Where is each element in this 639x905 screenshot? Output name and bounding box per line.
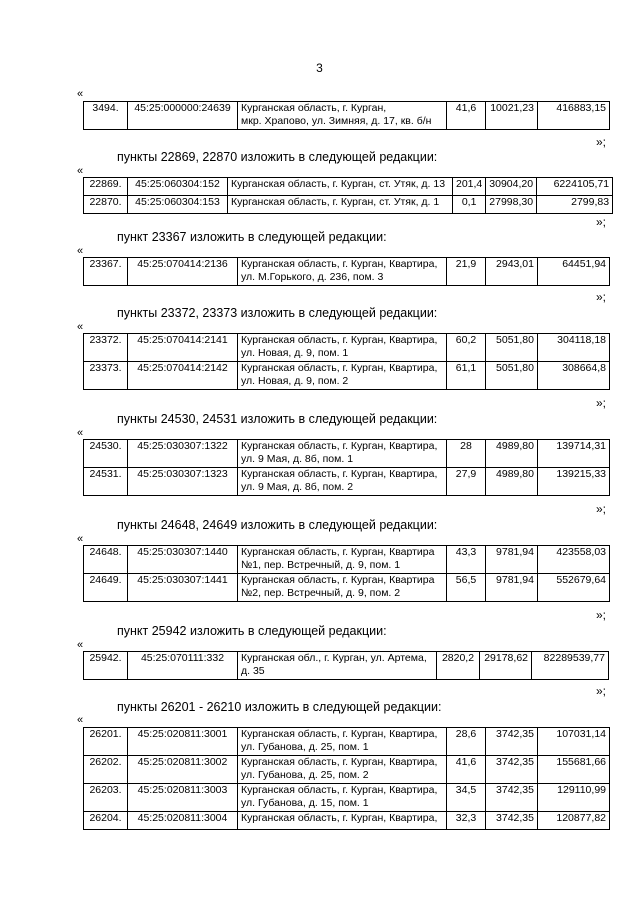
address-line-2: мкр. Храпово, ул. Зимняя, д. 17, кв. б/н [241, 114, 432, 127]
item-number-cell: 26204. [84, 812, 128, 830]
rate-cell: 5051,80 [486, 362, 538, 390]
table-row [84, 784, 610, 812]
item-number-cell: 3494. [84, 102, 128, 130]
rate-cell: 9781,94 [486, 574, 538, 602]
address-line-2: ул. Губанова, д. 25, пом. 1 [241, 740, 369, 753]
address-cell [238, 468, 447, 496]
address-cell [238, 258, 447, 286]
address-cell [238, 728, 447, 756]
item-number-cell: 24648. [84, 546, 128, 574]
item-number-cell: 22870. [84, 196, 128, 214]
cadastral-value-cell: 139215,33 [538, 468, 610, 496]
property-table [83, 257, 610, 286]
address-cell [238, 362, 447, 390]
cadastral-value-cell: 6224105,71 [537, 178, 613, 196]
address-line-1: Курганская область, г. Курган, Квартира, [241, 440, 438, 452]
rate-cell: 3742,35 [486, 784, 538, 812]
cadastral-number-cell: 45:25:020811:3004 [128, 812, 238, 830]
item-number-cell: 24531. [84, 468, 128, 496]
table-row [84, 258, 610, 286]
open-quote: « [77, 714, 84, 726]
property-table [83, 651, 609, 680]
address-cell [238, 574, 447, 602]
address-line-1: Курганская область, г. Курган, Квартира, [241, 784, 438, 796]
cadastral-value-cell: 129110,99 [538, 784, 610, 812]
rate-cell: 27998,30 [486, 196, 537, 214]
cadastral-value-cell: 139714,31 [538, 440, 610, 468]
close-quote: »; [596, 396, 607, 410]
rate-cell: 3742,35 [486, 728, 538, 756]
cadastral-number-cell: 45:25:070414:2142 [128, 362, 238, 390]
rate-cell: 29178,62 [480, 652, 532, 680]
cadastral-number-cell: 45:25:030307:1441 [128, 574, 238, 602]
address-line-1: Курганская обл., г. Курган, ул. Артема, [241, 652, 427, 664]
address-cell [228, 196, 453, 214]
area-cell: 27,9 [447, 468, 486, 496]
address-line-1: Курганская область, г. Курган, Квартира, [241, 756, 438, 768]
rate-cell: 4989,80 [486, 440, 538, 468]
address-line-2: ул. 9 Мая, д. 8б, пом. 2 [241, 480, 354, 493]
address-cell [238, 546, 447, 574]
table-row [84, 362, 610, 390]
table-row [84, 546, 610, 574]
cadastral-value-cell: 120877,82 [538, 812, 610, 830]
address-cell [238, 334, 447, 362]
cadastral-number-cell: 45:25:020811:3003 [128, 784, 238, 812]
cadastral-value-cell: 82289539,77 [532, 652, 609, 680]
rate-cell: 9781,94 [486, 546, 538, 574]
address-line-1: Курганская область, г. Курган, ст. Утяк, д. 1 [231, 196, 440, 208]
table-row [84, 756, 610, 784]
address-line-2: ул. Губанова, д. 15, пом. 1 [241, 796, 369, 809]
address-cell [238, 756, 447, 784]
address-line-1: Курганская область, г. Курган, Квартира, [241, 728, 438, 740]
cadastral-number-cell: 45:25:060304:152 [128, 178, 228, 196]
cadastral-value-cell: 423558,03 [538, 546, 610, 574]
address-line-2: ул. Новая, д. 9, пом. 2 [241, 374, 349, 387]
rate-cell: 4989,80 [486, 468, 538, 496]
table-row [84, 440, 610, 468]
table-row [84, 574, 610, 602]
address-cell [238, 652, 437, 680]
table-row [84, 468, 610, 496]
item-number-cell: 26201. [84, 728, 128, 756]
table-row [84, 102, 610, 130]
table-row [84, 652, 609, 680]
address-line-2: ул. Новая, д. 9, пом. 1 [241, 346, 349, 359]
address-line-1: Курганская область, г. Курган, Квартира, [241, 468, 438, 480]
cadastral-number-cell: 45:25:070111:332 [128, 652, 238, 680]
table-row [84, 334, 610, 362]
address-line-1: Курганская область, г. Курган, Квартира [241, 546, 435, 558]
close-quote: »; [596, 135, 607, 149]
item-number-cell: 26203. [84, 784, 128, 812]
address-line-2: №1, пер. Встречный, д. 9, пом. 1 [241, 558, 401, 571]
table-row [84, 178, 613, 196]
area-cell: 61,1 [447, 362, 486, 390]
property-table [83, 101, 610, 130]
area-cell: 21,9 [447, 258, 486, 286]
property-table [83, 177, 613, 214]
address-line-1: Курганская область, г. Курган, Квартира, [241, 258, 438, 270]
cadastral-number-cell: 45:25:030307:1323 [128, 468, 238, 496]
property-table [83, 333, 610, 390]
address-line-2: ул. 9 Мая, д. 8б, пом. 1 [241, 452, 354, 465]
cadastral-number-cell: 45:25:070414:2141 [128, 334, 238, 362]
open-quote: « [77, 245, 84, 257]
cadastral-number-cell: 45:25:020811:3001 [128, 728, 238, 756]
area-cell: 32,3 [447, 812, 486, 830]
address-line-1: Курганская область, г. Курган, Квартира, [241, 334, 438, 346]
area-cell: 60,2 [447, 334, 486, 362]
cadastral-value-cell: 64451,94 [538, 258, 610, 286]
cadastral-value-cell: 304118,18 [538, 334, 610, 362]
rate-cell: 5051,80 [486, 334, 538, 362]
cadastral-number-cell: 45:25:030307:1322 [128, 440, 238, 468]
cadastral-value-cell: 107031,14 [538, 728, 610, 756]
address-line-2: №2, пер. Встречный, д. 9, пом. 2 [241, 586, 401, 599]
table-row [84, 196, 613, 214]
area-cell: 28,6 [447, 728, 486, 756]
cadastral-number-cell: 45:25:060304:153 [128, 196, 228, 214]
amendment-heading: пункты 22869, 22870 изложить в следующей редакции: [117, 150, 438, 164]
address-cell [238, 812, 447, 830]
close-quote: »; [596, 608, 607, 622]
item-number-cell: 23372. [84, 334, 128, 362]
address-line-1: Курганская область, г. Курган, Квартира [241, 574, 435, 586]
area-cell: 28 [447, 440, 486, 468]
table-row [84, 728, 610, 756]
page-number: 3 [316, 61, 323, 75]
cadastral-value-cell: 552679,64 [538, 574, 610, 602]
rate-cell: 10021,23 [486, 102, 538, 130]
address-line-2: ул. Губанова, д. 25, пом. 2 [241, 768, 369, 781]
property-table [83, 439, 610, 496]
address-cell [238, 784, 447, 812]
area-cell: 0,1 [453, 196, 486, 214]
area-cell: 41,6 [447, 102, 486, 130]
address-line-1: Курганская область, г. Курган, [241, 102, 387, 114]
property-table [83, 727, 610, 830]
close-quote: »; [596, 502, 607, 516]
property-table [83, 545, 610, 602]
amendment-heading: пункты 24530, 24531 изложить в следующей редакции: [117, 412, 438, 426]
item-number-cell: 22869. [84, 178, 128, 196]
cadastral-number-cell: 45:25:000000:24639 [128, 102, 238, 130]
table-row [84, 812, 610, 830]
open-quote: « [77, 165, 84, 177]
cadastral-value-cell: 308664,8 [538, 362, 610, 390]
area-cell: 34,5 [447, 784, 486, 812]
rate-cell: 3742,35 [486, 812, 538, 830]
area-cell: 41,6 [447, 756, 486, 784]
address-cell [228, 178, 453, 196]
cadastral-value-cell: 2799,83 [537, 196, 613, 214]
address-line-1: Курганская область, г. Курган, Квартира, [241, 362, 438, 374]
address-line-2: ул. М.Горького, д. 236, пом. 3 [241, 270, 384, 283]
open-quote: « [77, 427, 84, 439]
area-cell: 43,3 [447, 546, 486, 574]
address-cell [238, 102, 447, 130]
open-quote: « [77, 533, 84, 545]
amendment-heading: пункт 25942 изложить в следующей редакции: [117, 624, 387, 638]
cadastral-value-cell: 416883,15 [538, 102, 610, 130]
cadastral-number-cell: 45:25:020811:3002 [128, 756, 238, 784]
open-quote: « [77, 88, 84, 100]
amendment-heading: пункты 26201 - 26210 изложить в следующей редакции: [117, 700, 442, 714]
cadastral-value-cell: 155681,66 [538, 756, 610, 784]
close-quote: »; [596, 215, 607, 229]
area-cell: 201,4 [453, 178, 486, 196]
item-number-cell: 24649. [84, 574, 128, 602]
address-line-1: Курганская область, г. Курган, ст. Утяк, д. 13 [231, 178, 446, 190]
open-quote: « [77, 639, 84, 651]
open-quote: « [77, 321, 84, 333]
item-number-cell: 23367. [84, 258, 128, 286]
close-quote: »; [596, 684, 607, 698]
item-number-cell: 23373. [84, 362, 128, 390]
item-number-cell: 25942. [84, 652, 128, 680]
rate-cell: 2943,01 [486, 258, 538, 286]
address-line-1: Курганская область, г. Курган, Квартира, [241, 812, 438, 824]
amendment-heading: пункты 24648, 24649 изложить в следующей редакции: [117, 518, 438, 532]
item-number-cell: 26202. [84, 756, 128, 784]
close-quote: »; [596, 290, 607, 304]
rate-cell: 3742,35 [486, 756, 538, 784]
item-number-cell: 24530. [84, 440, 128, 468]
area-cell: 56,5 [447, 574, 486, 602]
amendment-heading: пункт 23367 изложить в следующей редакции: [117, 230, 387, 244]
cadastral-number-cell: 45:25:070414:2136 [128, 258, 238, 286]
cadastral-number-cell: 45:25:030307:1440 [128, 546, 238, 574]
area-cell: 2820,2 [437, 652, 480, 680]
address-cell [238, 440, 447, 468]
amendment-heading: пункты 23372, 23373 изложить в следующей редакции: [117, 306, 438, 320]
address-line-2: д. 35 [241, 664, 265, 677]
rate-cell: 30904,20 [486, 178, 537, 196]
